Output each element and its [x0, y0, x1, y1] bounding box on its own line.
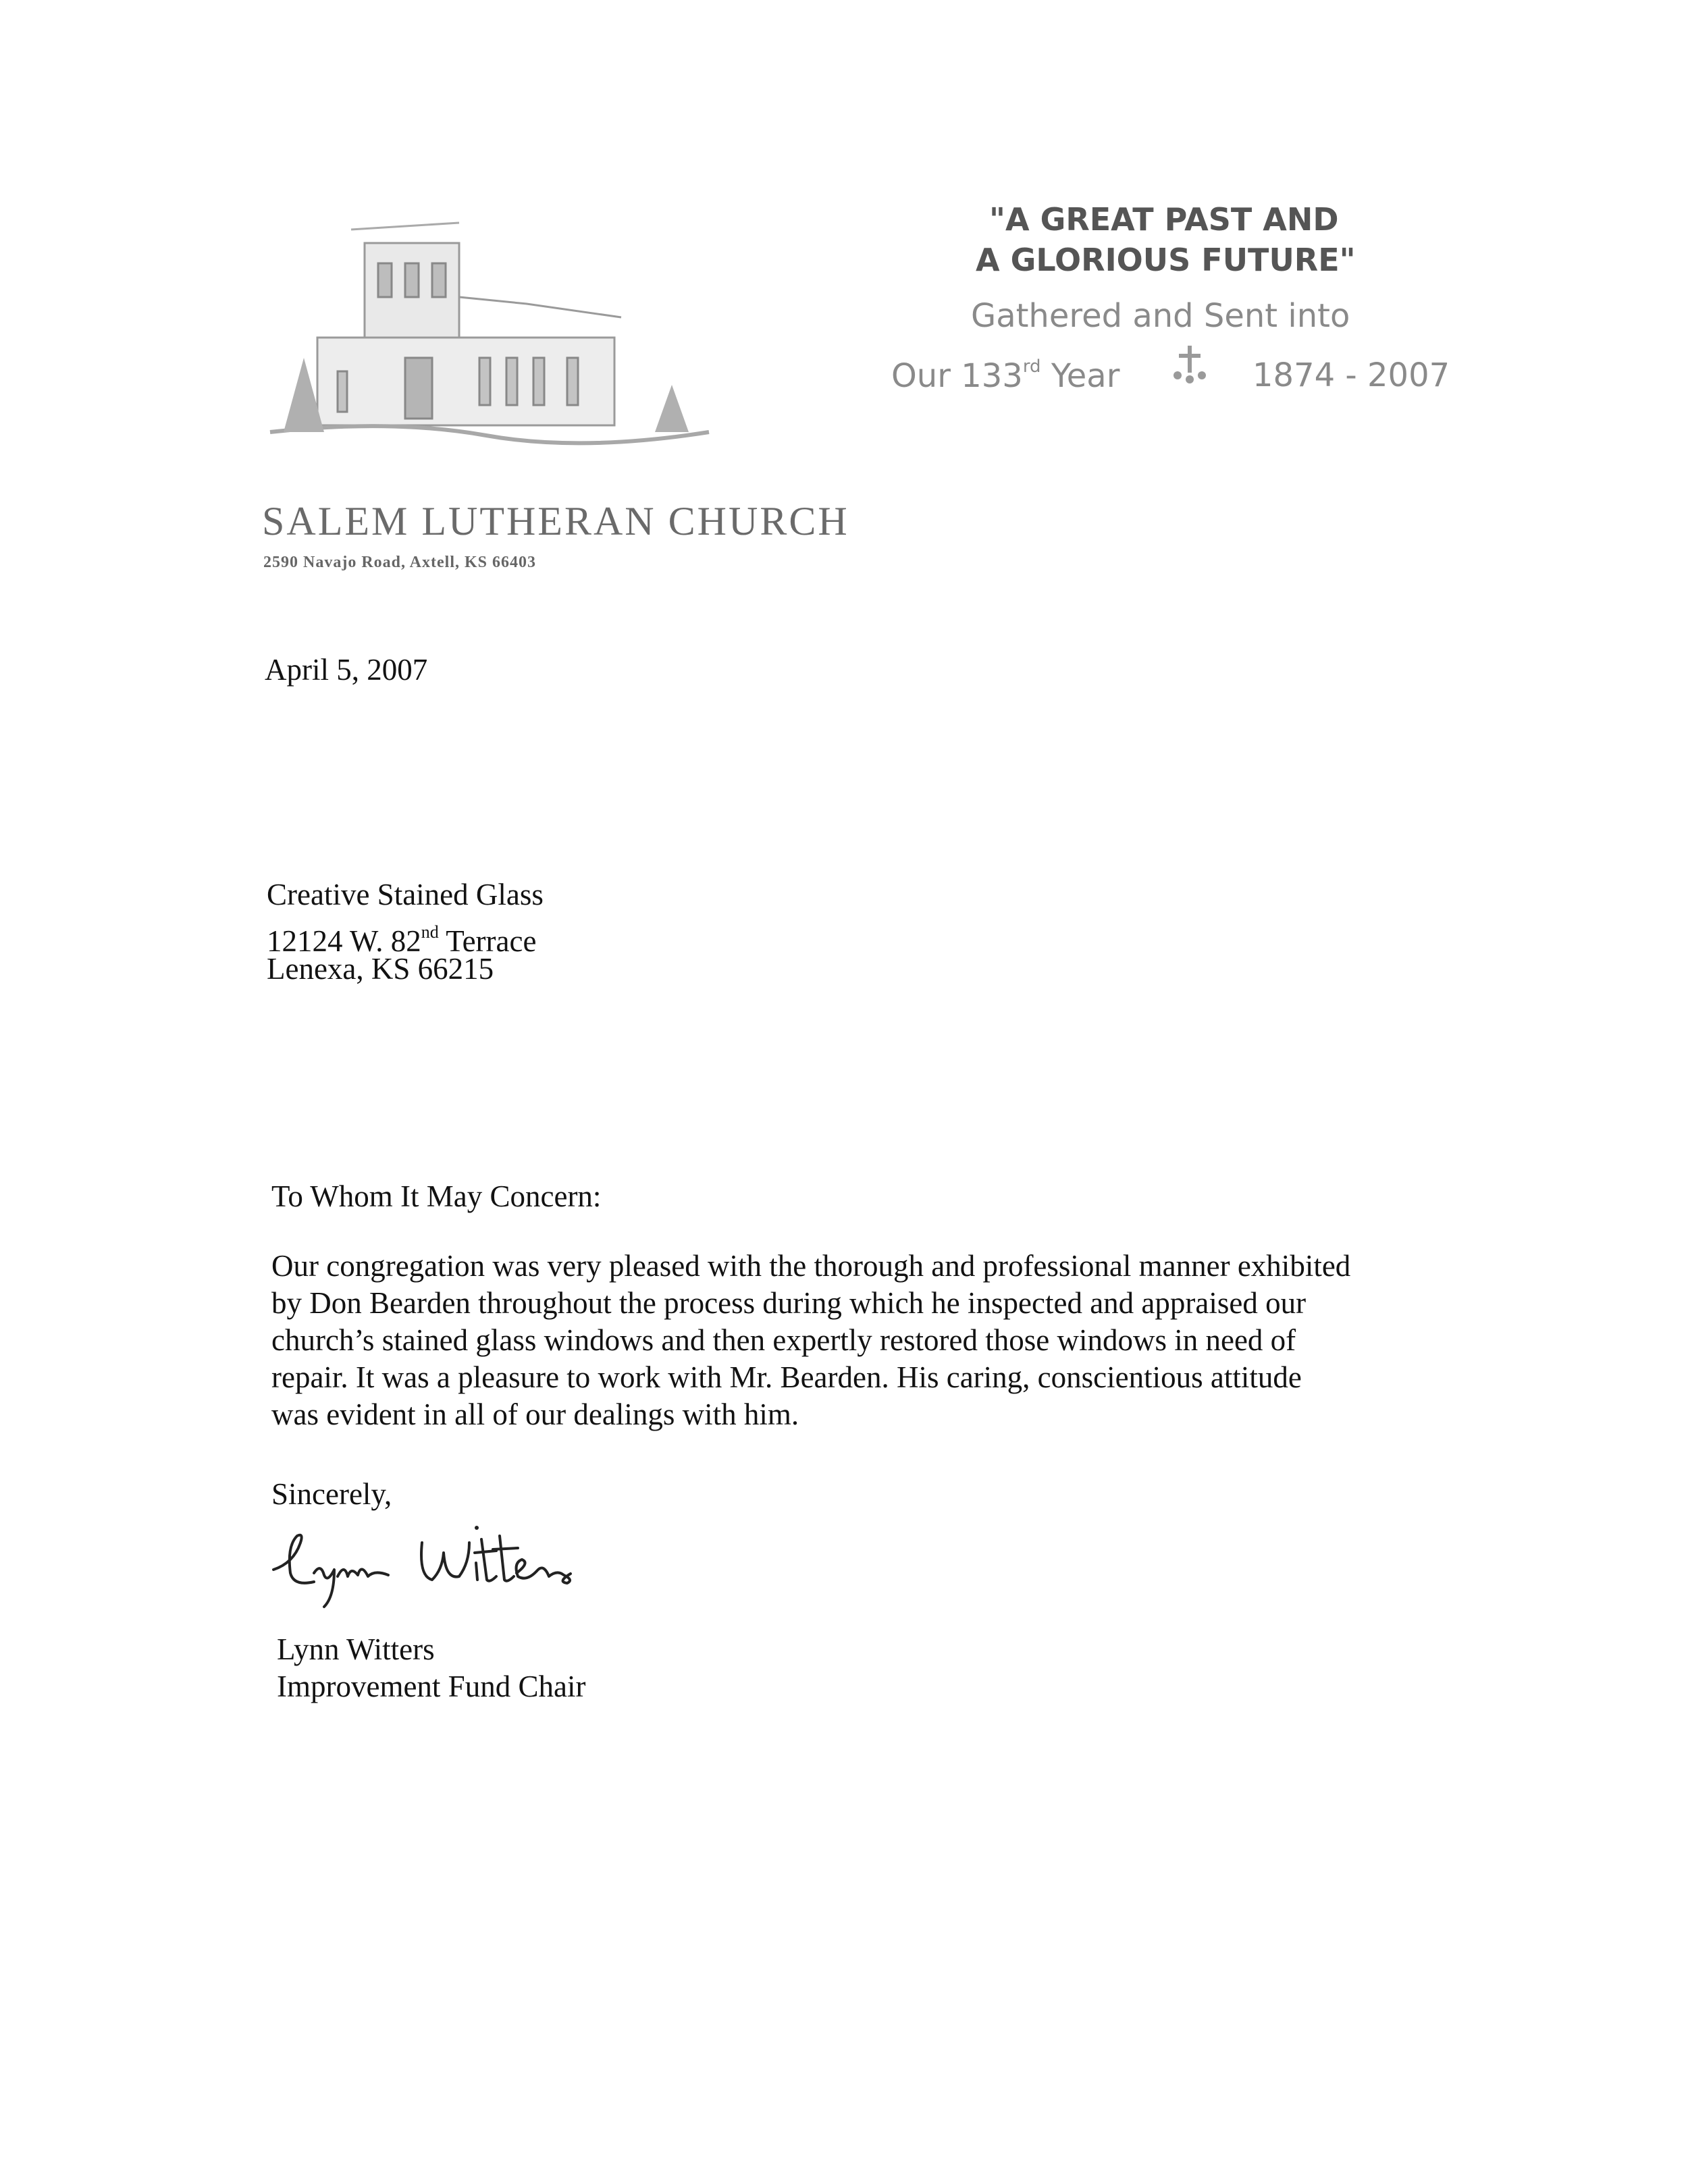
letter-date: April 5, 2007: [265, 653, 428, 687]
handwritten-signature: [267, 1516, 618, 1610]
year-word: Year: [1051, 357, 1120, 395]
cross-emblem-icon: [1168, 343, 1211, 386]
signer-title: Improvement Fund Chair: [277, 1670, 586, 1703]
motto-line-2: A GLORIOUS FUTURE": [976, 242, 1356, 278]
street-suffix: Terrace: [438, 924, 537, 958]
street-sup: nd: [421, 922, 439, 942]
salutation: To Whom It May Concern:: [271, 1179, 602, 1213]
motto-subtitle: Gathered and Sent into: [971, 297, 1350, 335]
street-prefix: 12124 W. 82: [267, 924, 421, 958]
recipient-city: Lenexa, KS 66215: [267, 952, 494, 986]
church-address: 2590 Navajo Road, Axtell, KS 66403: [263, 554, 537, 571]
body-line: church’s stained glass windows and then expertly restored those windows in need of: [271, 1323, 1296, 1357]
year-suffix: rd: [1022, 356, 1041, 377]
church-name: SALEM LUTHERAN CHURCH: [262, 499, 849, 543]
signer-name: Lynn Witters: [277, 1632, 435, 1666]
motto-year-row: [891, 356, 1119, 395]
church-building-illustration: [257, 203, 716, 459]
body-line: was evident in all of our dealings with him.: [271, 1397, 799, 1431]
recipient-name: Creative Stained Glass: [267, 878, 544, 911]
year-range: 1874 - 2007: [1252, 356, 1450, 394]
body-line: repair. It was a pleasure to work with Mr. Bearden. His caring, conscientious attitude: [271, 1360, 1302, 1394]
closing: Sincerely,: [271, 1477, 392, 1511]
year-prefix: Our 133: [891, 357, 1023, 395]
body-line: by Don Bearden throughout the process during which he inspected and appraised our: [271, 1286, 1307, 1320]
body-line: Our congregation was very pleased with the thorough and professional manner exhibited: [271, 1249, 1351, 1283]
motto-line-1: "A GREAT PAST AND: [989, 201, 1339, 238]
